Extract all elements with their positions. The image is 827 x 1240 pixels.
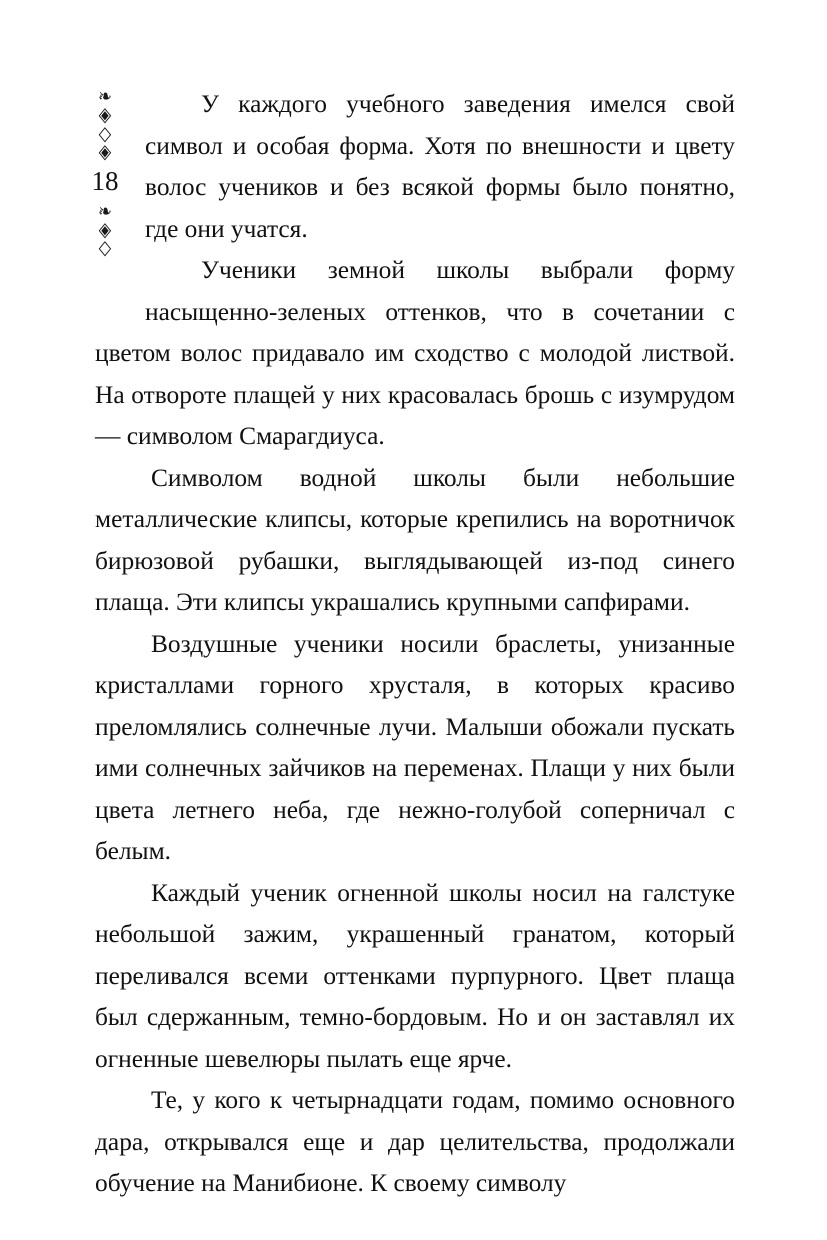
leaf-icon: ❧ xyxy=(98,86,112,108)
gem-icon-2: ◈ xyxy=(98,141,112,164)
paragraph-3: Символом водной школы были небольшие металлические клипсы, которые крепились на воротничок бирюзовой рубашки, выглядывающей из-под синего плаща. Эти клипсы украшались крупными сапфирами. xyxy=(95,463,735,616)
paragraph-4: Воздушные ученики носили браслеты, унизанные кристаллами горного хрусталя, в которых красиво преломлялись солнечные лучи. Малыши обожали пускать ими солнечных зайчиков на переменах. Плащи у них были цвета летнего неба, где нежно-голубой соперничал с белым. xyxy=(95,629,735,865)
gem-icon-3: ◈ xyxy=(98,218,112,241)
gem-icon: ◈ xyxy=(98,104,112,127)
ornament-text-wrap-spacer xyxy=(95,84,145,306)
body-text xyxy=(95,84,735,1205)
paragraph-5: Каждый ученик огненной школы носил на галстуке небольшой зажим, украшенный гранатом, который переливался всеми оттенками пурпурного. Цвет плаща был сдержанным, темно-бордовым. Но и он заставлял их огненные шевелюры пылать еще ярче. xyxy=(95,878,735,1073)
crystal-icon-2: ◇ xyxy=(98,237,112,260)
paragraph-6: Те, у кого к четырнадцати годам, помимо основного дара, открывался еще и дар целительства, продолжали обучение на Манибионе. К своему символу xyxy=(95,1086,735,1197)
page-number: 18 xyxy=(91,165,119,196)
paragraph-1: У каждого учебного заведения имелся свой символ и особая форма. Хотя по внешности и цвету волос учеников и без всякой формы было понятно, где они учатся. xyxy=(145,90,735,243)
crystal-icon: ◇ xyxy=(98,122,112,145)
paragraph-2: Ученики земной школы выбрали форму насыщенно-зеленых оттенков, что в сочетании с цветом волос придавало им сходство с молодой листвой. На отвороте плащей у них красовалась брошь с изумрудом — символом Смарагдиуса. xyxy=(95,256,735,450)
leaf-icon-2: ❧ xyxy=(98,200,112,223)
